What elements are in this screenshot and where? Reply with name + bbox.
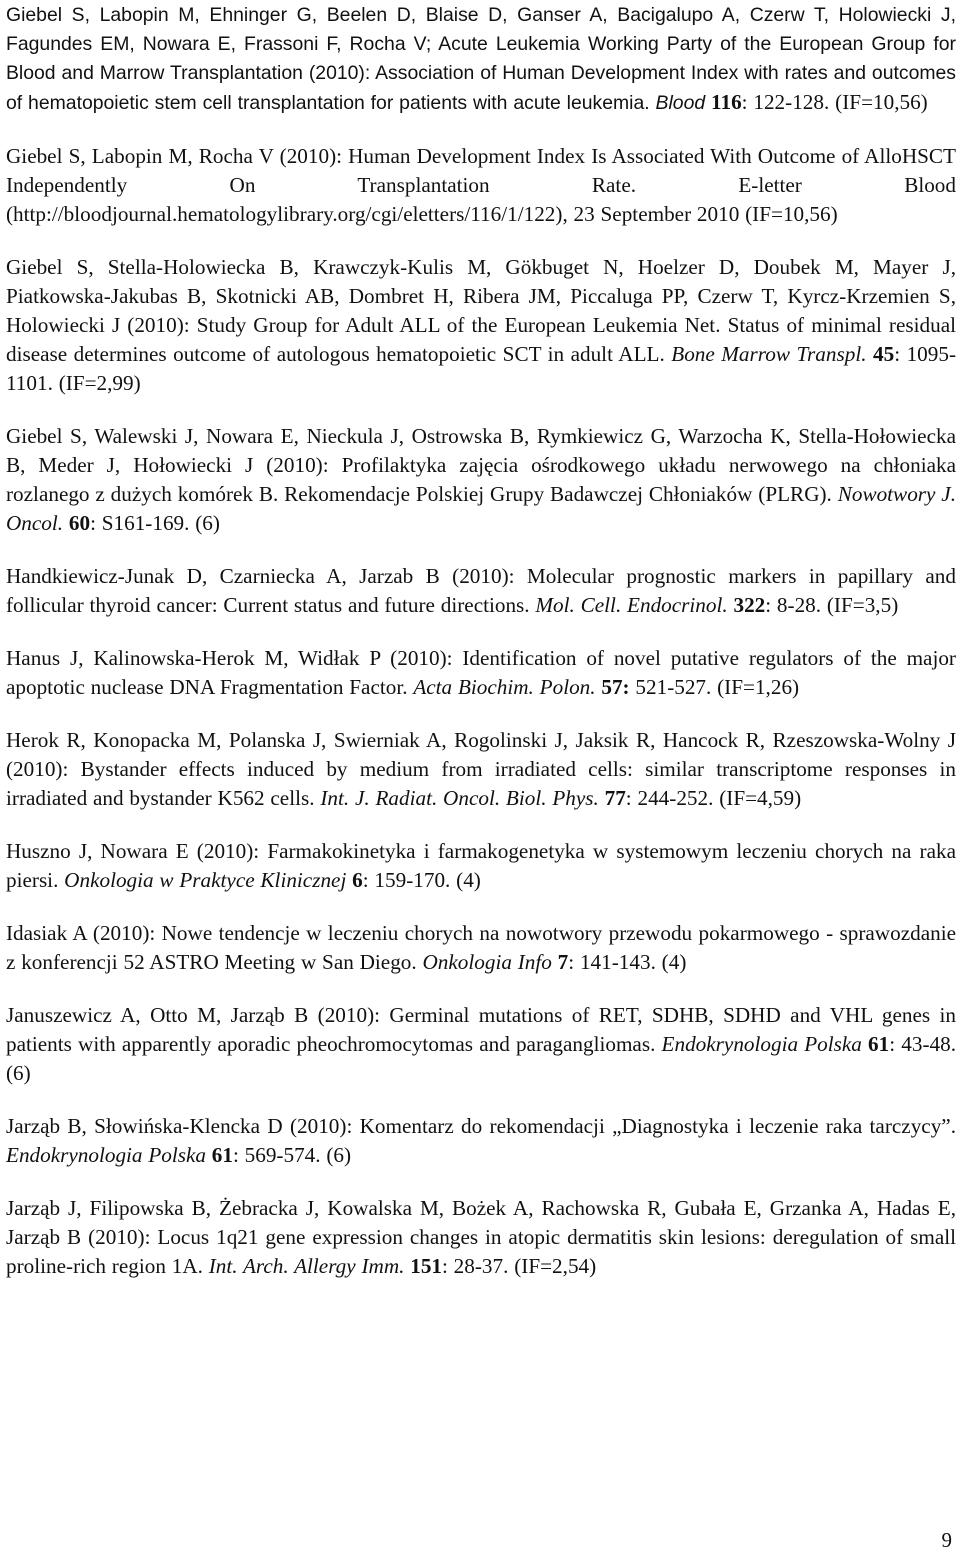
reference-entry xyxy=(6,1194,956,1281)
reference-journal: Endokrynologia Polska xyxy=(6,1143,206,1167)
reference-authors: Huszno J, Nowara E (2010): Farmakokinetyka i farmakogenetyka w systemowym leczeniu chorych na raka piersi. xyxy=(6,839,956,892)
reference-entry xyxy=(6,422,956,538)
reference-volume: 322 xyxy=(733,593,766,617)
reference-journal: Onkologia Info xyxy=(422,950,552,974)
reference-impact: (6) xyxy=(6,1061,31,1085)
reference-journal: Blood xyxy=(655,92,706,114)
reference-impact: (6) xyxy=(195,511,220,535)
reference-authors: Handkiewicz-Junak D, Czarniecka A, Jarzab B (2010): Molecular prognostic markers in papillary and follicular thyroid cancer: Current status and future directions. xyxy=(6,564,956,617)
reference-authors: Januszewicz A, Otto M, Jarząb B (2010): Germinal mutations of RET, SDHB, SDHD and VHL genes in patients with apparently aporadic pheochromocytomas and paragangliomas. xyxy=(6,1003,956,1056)
reference-journal: Acta Biochim. Polon. xyxy=(413,675,596,699)
reference-pages: : 244-252. xyxy=(625,786,714,810)
reference-volume: 61 xyxy=(868,1032,890,1056)
reference-journal: Onkologia w Praktyce Klinicznej xyxy=(64,868,347,892)
reference-authors: Giebel S, Stella-Holowiecka B, Krawczyk-Kulis M, Gökbuget N, Hoelzer D, Doubek M, Mayer J, Piatkowska-Jakubas B, Skotnicki AB, Dombret H, Ribera JM, Piccaluga PP, Czerw T, Kyrcz-Krzemien S, Holowiecki J (2010): Study Group for Adult ALL of the European Leukemia Net. Status of minimal residual disease determines outcome of autologous hematopoietic SCT in adult ALL. xyxy=(6,255,956,366)
reference-entry xyxy=(6,644,956,702)
reference-volume: 151 xyxy=(410,1254,442,1278)
reference-journal: Int. J. Radiat. Oncol. Biol. Phys. xyxy=(320,786,599,810)
reference-volume: 6 xyxy=(352,868,363,892)
reference-pages: : 43-48. xyxy=(889,1032,957,1056)
reference-entry xyxy=(6,1,956,118)
reference-impact: (IF=4,59) xyxy=(719,786,802,810)
reference-journal: Nowotwory J. Oncol. xyxy=(6,482,956,535)
reference-volume: 61 xyxy=(211,1143,233,1167)
reference-authors: Jarząb B, Słowińska-Klencka D (2010): Komentarz do rekomendacji „Diagnostyka i leczenie raka tarczycy”. xyxy=(6,1114,956,1138)
reference-impact: (IF=3,5) xyxy=(826,593,899,617)
reference-pages: 521-527. xyxy=(629,675,712,699)
reference-impact: (IF=2,54) xyxy=(514,1254,597,1278)
reference-journal: Bone Marrow Transpl. xyxy=(671,342,867,366)
reference-pages: : 122-128. xyxy=(741,90,830,114)
page-number: 9 xyxy=(941,1528,952,1552)
reference-journal: Mol. Cell. Endocrinol. xyxy=(535,593,728,617)
reference-pages: : 141-143. xyxy=(568,950,656,974)
reference-pages: : 569-574. xyxy=(232,1143,321,1167)
reference-impact: (IF=1,26) xyxy=(717,675,800,699)
reference-entry xyxy=(6,1112,956,1170)
reference-entry xyxy=(6,562,956,620)
reference-entry xyxy=(6,253,956,398)
reference-authors: Giebel S, Labopin M, Ehninger G, Beelen D, Blaise D, Ganser A, Bacigalupo A, Czerw T, Holowiecki J, Fagundes EM, Nowara E, Frassoni F, Rocha V; Acute Leukemia Working Party of the European Group for Blood and Marrow Transplantation (2010): Association of Human Development Index with rates and outcomes of hematopoietic stem cell transplantation for patients with acute leukemia. xyxy=(6,4,956,114)
reference-volume: 116 xyxy=(711,90,742,114)
reference-text: Giebel S, Labopin M, Rocha V (2010): Human Development Index Is Associated With Outcome of AlloHSCT Independently On Transplantation Rate. E-letter Blood (http://bloodjournal.hematologylibrary.org/cgi/eletters/116/1/122), 23 September 2010 (IF=10,56) xyxy=(6,144,956,226)
reference-impact: (IF=2,99) xyxy=(58,371,141,395)
reference-pages: : 28-37. xyxy=(442,1254,509,1278)
reference-journal: Int. Arch. Allergy Imm. xyxy=(208,1254,405,1278)
reference-authors: Jarząb J, Filipowska B, Żebracka J, Kowalska M, Bożek A, Rachowska R, Gubała E, Grzanka A, Hadas E, Jarząb B (2010): Locus 1q21 gene expression changes in atopic dermatitis skin lesions: deregulation of small proline-rich region 1A. xyxy=(6,1196,956,1278)
reference-journal: Endokrynologia Polska xyxy=(661,1032,862,1056)
reference-pages: : S161-169. xyxy=(90,511,190,535)
reference-pages: : 159-170. xyxy=(362,868,451,892)
reference-volume: 45 xyxy=(873,342,895,366)
reference-authors: Herok R, Konopacka M, Polanska J, Swierniak A, Rogolinski J, Jaksik R, Hancock R, Rzeszowska-Wolny J (2010): Bystander effects induced by medium from irradiated cells: similar transcriptome responses in irradiated and bystander K562 cells. xyxy=(6,728,956,810)
reference-list xyxy=(6,0,956,1281)
reference-authors: Idasiak A (2010): Nowe tendencje w leczeniu chorych na nowotwory przewodu pokarmowego - sprawozdanie z konferencji 52 ASTRO Meeting w San Diego. xyxy=(6,921,956,974)
reference-entry xyxy=(6,919,956,977)
reference-volume: 60 xyxy=(68,511,91,535)
reference-impact: (4) xyxy=(661,950,687,974)
reference-entry xyxy=(6,837,956,895)
reference-entry xyxy=(6,726,956,813)
reference-volume: 57: xyxy=(601,675,630,699)
reference-impact: (4) xyxy=(456,868,481,892)
reference-authors: Giebel S, Walewski J, Nowara E, Nieckula J, Ostrowska B, Rymkiewicz G, Warzocha K, Stella-Hołowiecka B, Meder J, Hołowiecki J (2010): Profilaktyka zajęcia ośrodkowego układu nerwowego na chłoniaka rozlanego z dużych komórek B. Rekomendacje Polskiej Grupy Badawczej Chłoniaków (PLRG). xyxy=(6,424,956,506)
reference-pages: : 1095-1101. xyxy=(6,342,957,395)
reference-impact: (6) xyxy=(326,1143,352,1167)
reference-impact: (IF=10,56) xyxy=(835,90,928,114)
reference-pages: : 8-28. xyxy=(765,593,822,617)
reference-entry xyxy=(6,1001,956,1088)
reference-volume: 77 xyxy=(604,786,626,810)
reference-entry xyxy=(6,142,956,229)
reference-authors: Hanus J, Kalinowska-Herok M, Widłak P (2010): Identification of novel putative regulators of the major apoptotic nuclease DNA Fragmentation Factor. xyxy=(6,646,956,699)
reference-volume: 7 xyxy=(557,950,569,974)
